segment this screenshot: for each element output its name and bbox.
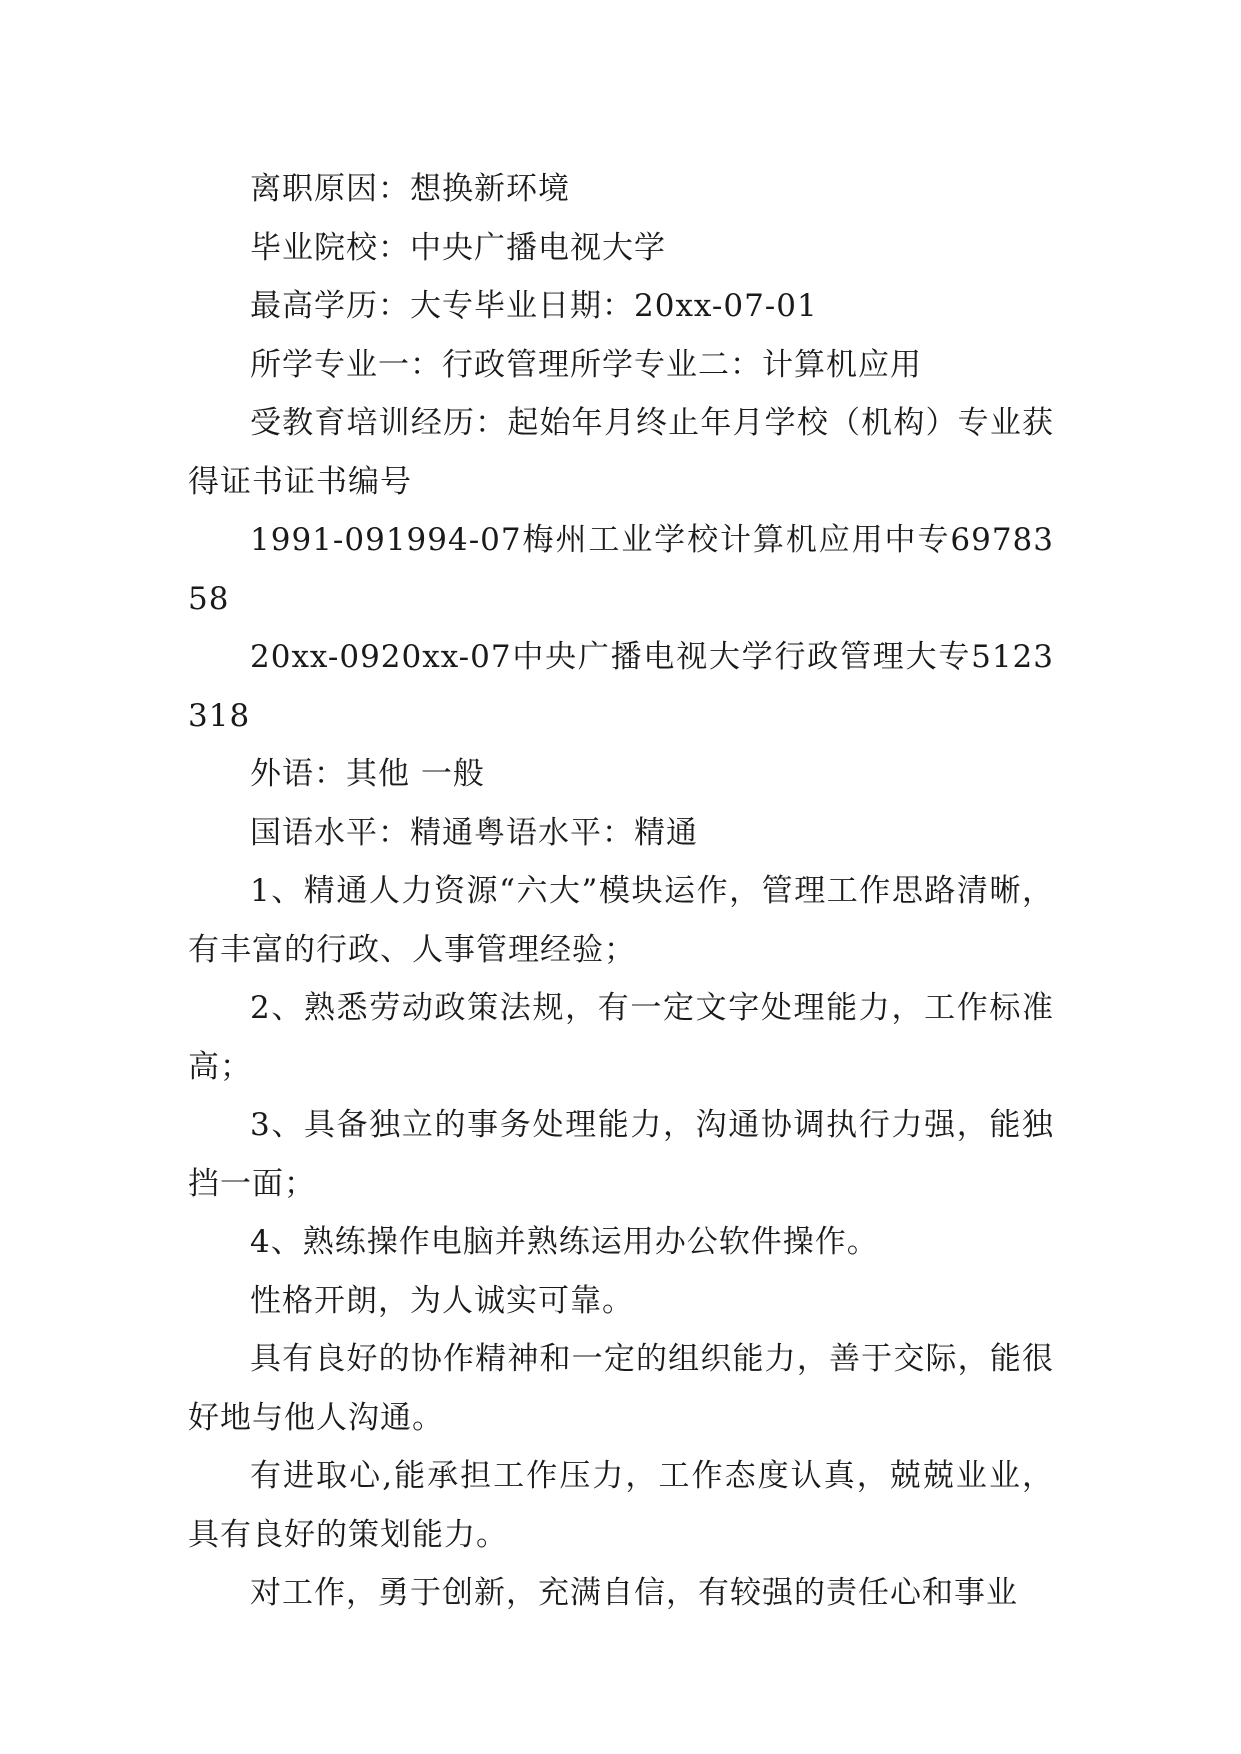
paragraph-majors: 所学专业一：行政管理所学专业二：计算机应用 <box>250 346 922 383</box>
paragraph-skill-3: 3、具备独立的事务处理能力，沟通协调执行力强，能独挡一面； <box>188 1107 1054 1202</box>
paragraph-training-header: 受教育培训经历：起始年月终止年月学校（机构）专业获得证书证书编号 <box>188 405 1054 500</box>
paragraph-skill-1: 1、精通人力资源“六大”模块运作，管理工作思路清晰，有丰富的行政、人事管理经验； <box>188 873 1054 968</box>
paragraph-foreign-language: 外语：其他 一般 <box>250 756 485 792</box>
paragraph-school: 毕业院校：中央广播电视大学 <box>250 229 666 266</box>
paragraph-teamwork: 具有良好的协作精神和一定的组织能力，善于交际，能很好地与他人沟通。 <box>188 1341 1054 1436</box>
document-body <box>188 160 1054 1623</box>
paragraph-language-level: 国语水平：精通粤语水平：精通 <box>250 814 698 851</box>
paragraph-education-level: 最高学历：大专毕业日期：20xx-07-01 <box>250 288 818 324</box>
paragraph-skill-2: 2、熟悉劳动政策法规，有一定文字处理能力，工作标准高； <box>188 990 1054 1085</box>
paragraph-skill-4: 4、熟练操作电脑并熟练运用办公软件操作。 <box>250 1224 879 1260</box>
paragraph-personality: 性格开朗，为人诚实可靠。 <box>250 1282 634 1319</box>
paragraph-leave-reason: 离职原因：想换新环境 <box>250 171 570 207</box>
paragraph-motivation: 有进取心,能承担工作压力，工作态度认真，兢兢业业，具有良好的策划能力。 <box>188 1458 1054 1553</box>
paragraph-innovation: 对工作，勇于创新，充满自信，有较强的责任心和事业 <box>250 1575 1018 1611</box>
paragraph-training-row-1: 1991-091994-07梅州工业学校计算机应用中专6978358 <box>188 522 1054 617</box>
paragraph-training-row-2: 20xx-0920xx-07中央广播电视大学行政管理大专5123318 <box>188 639 1054 734</box>
